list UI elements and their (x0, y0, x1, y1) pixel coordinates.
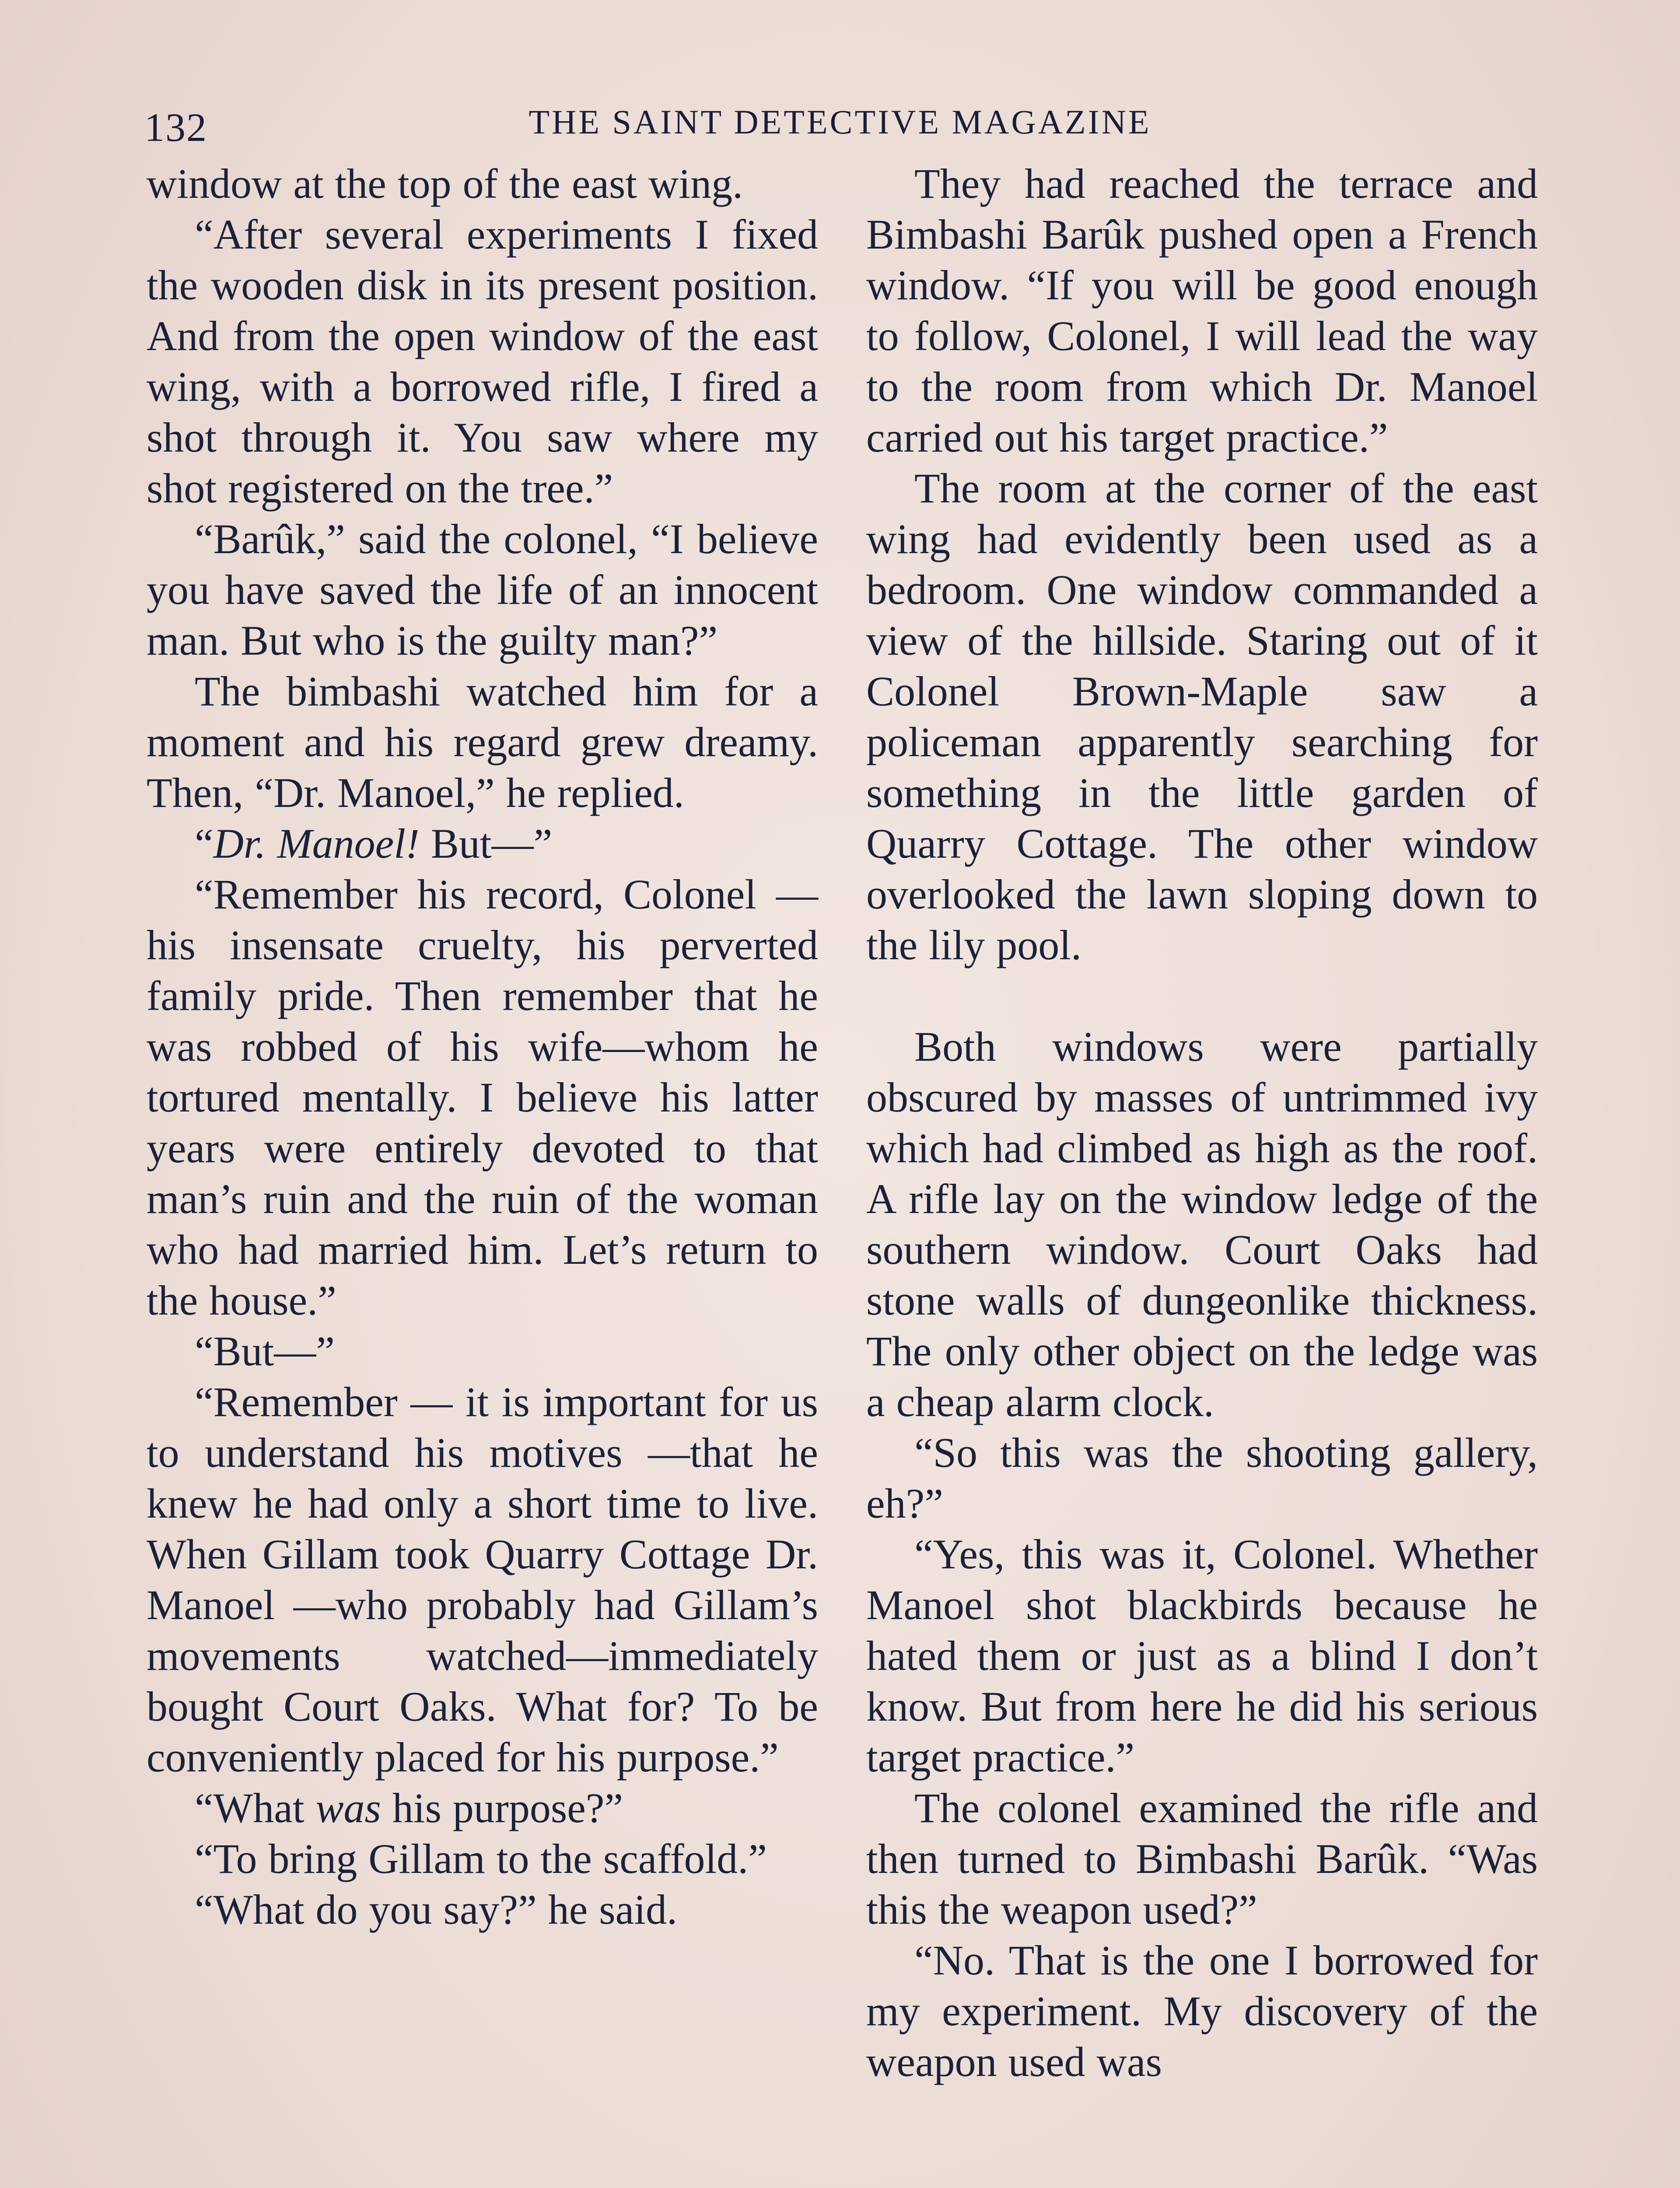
paragraph (147, 1783, 818, 1834)
paragraph: “But—” (195, 1328, 335, 1375)
paragraph: “Remember — it is important for us to understand his motives —that he knew he had only a short time to live. When Gillam took Quarry Cottage Dr. Manoel —who probably had Gillam’s movements watched—immediately bought Court Oaks. What for? To be conveniently placed for his purpose.” (147, 1378, 818, 1781)
paragraph: “After several experiments I fixed the wooden disk in its present position. And from the open window of the east wing, with a borrowed rifle, I fired a shot through it. You saw where my shot registered on the tree.” (147, 211, 818, 512)
paragraph: Both windows were partially obscured by masses of untrimmed ivy which had climbed as high as the roof. A rifle lay on the window ledge of the southern window. Court Oaks had stone walls of dungeonlike thickness. The only other object on the ledge was a cheap alarm clock. (866, 1023, 1538, 1425)
paragraph: “Remember his record, Colonel —his insensate cruelty, his perverted family pride. Then remember that he was robbed of his wife—whom he tortured mentally. I believe his latter years were entirely devoted to that man’s ruin and the ruin of the woman who had married him. Let’s return to the house.” (147, 871, 818, 1324)
page-header (144, 92, 1536, 158)
paragraph: window at the top of the east wing. (147, 160, 743, 207)
paragraph: “Barûk,” said the colonel, “I believe you have saved the life of an innocent man. But who is the guilty man?” (147, 515, 818, 664)
text-run: “What (195, 1785, 316, 1831)
paragraph: “No. That is the one I borrowed for my experiment. My discovery of the weapon used was (866, 1937, 1538, 2085)
right-column (866, 158, 1538, 2087)
left-column (147, 158, 818, 1935)
page-number: 132 (144, 105, 207, 150)
italic-text: Dr. Manoel! (213, 820, 420, 867)
paragraph: “So this was the shooting gallery, eh?” (866, 1429, 1538, 1527)
paragraph: The room at the corner of the east wing had evidently been used as a bedroom. One window commanded a view of the hillside. Staring out of it Colonel Brown-Maple saw a policeman apparently searching for something in the little garden of Quarry Cottage. The other window overlooked the lawn sloping down to the lily pool. (866, 465, 1538, 968)
paragraph: The colonel examined the rifle and then turned to Bimbashi Barûk. “Was this the weapon used?” (866, 1785, 1538, 1933)
italic-text: was (315, 1785, 381, 1831)
paragraph: “What do you say?” he said. (195, 1886, 677, 1933)
text-run: But—” (419, 820, 553, 867)
paragraph: The bimbashi watched him for a moment and his regard grew dreamy. Then, “Dr. Manoel,” he replied. (147, 668, 818, 816)
paragraph: “To bring Gillam to the scaffold.” (195, 1835, 767, 1882)
text-run: “ (195, 820, 214, 867)
running-title: THE SAINT DETECTIVE MAGAZINE (528, 103, 1152, 141)
paragraph (147, 818, 818, 869)
paragraph: They had reached the terrace and Bimbashi Barûk pushed open a French window. “If you will be good enough to follow, Colonel, I will lead the way to the room from which Dr. Manoel carried out his target practice.” (866, 160, 1538, 461)
paragraph: “Yes, this was it, Colonel. Whether Manoel shot blackbirds because he hated them or just as a blind I don’t know. But from here he did his serious target practice.” (866, 1531, 1538, 1781)
text-run: his purpose?” (381, 1785, 623, 1831)
